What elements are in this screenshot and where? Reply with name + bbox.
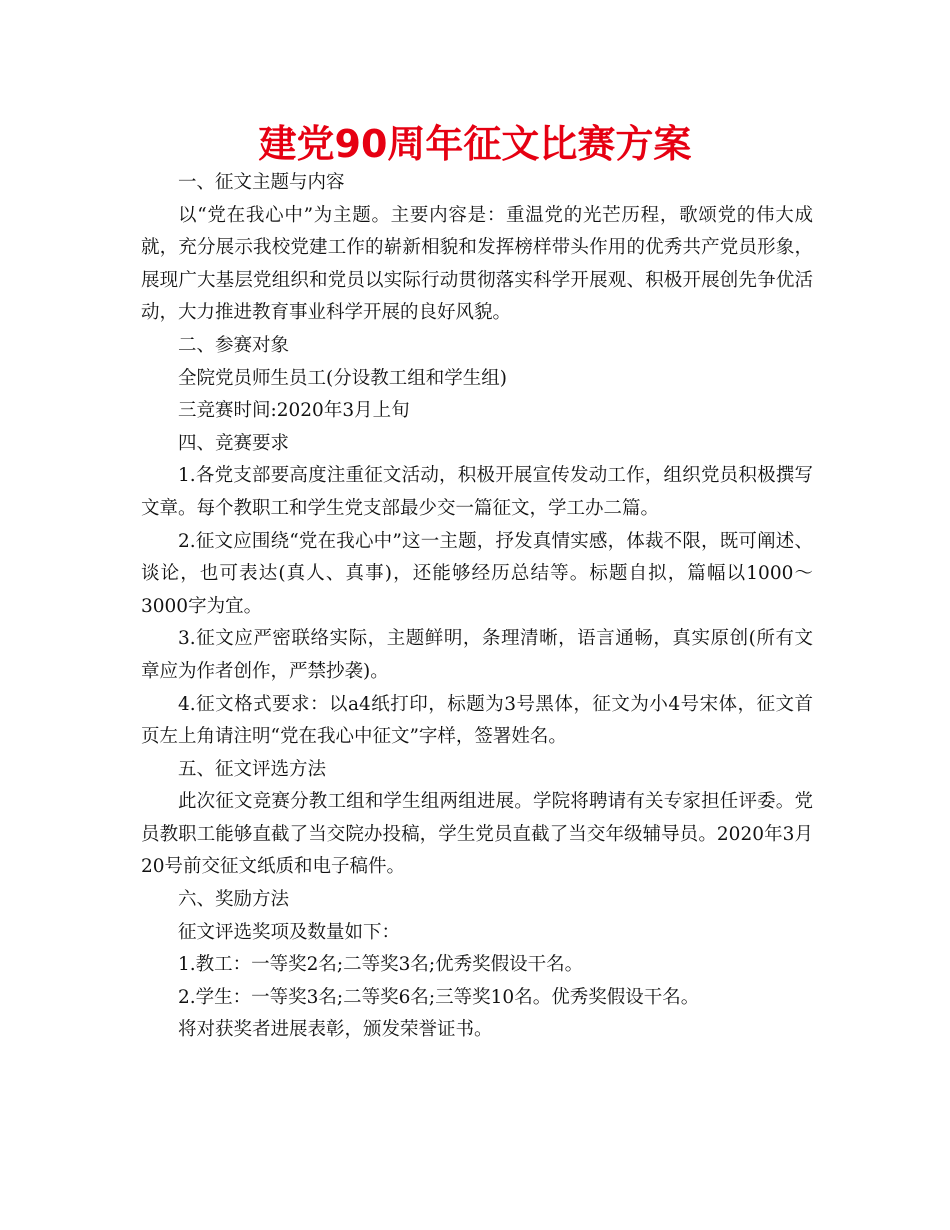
- section-heading-requirements: 四、竞赛要求: [178, 432, 290, 454]
- paragraph-awards-closing: 将对获奖者进展表彰，颁发荣誉证书。: [178, 1019, 493, 1041]
- paragraph-theme-content: 以“党在我心中”为主题。主要内容是：重温党的光芒历程，歌颂党的伟大成就，充分展示我校党建工作的崭新相貌和发挥榜样带头作用的优秀共产党员形象，展现广大基层党组织和党员以实际行动贯彻落实科学开展观、积极开展创先争优活动，大力推进教育事业科学开展的良好风貌。: [141, 204, 813, 324]
- requirement-item-3: 3.征文应严密联络实际，主题鲜明，条理清晰，语言通畅，真实原创(所有文章应为作者创作，严禁抄袭)。: [141, 628, 813, 682]
- section-heading-selection: 五、征文评选方法: [178, 758, 327, 780]
- paragraph-awards-intro: 征文评选奖项及数量如下：: [178, 921, 401, 943]
- document-title: 建党90周年征文比赛方案: [258, 122, 692, 166]
- requirement-item-1: 1.各党支部要高度注重征文活动，积极开展宣传发动工作，组织党员积极撰写文章。每个教职工和学生党支部最少交一篇征文，学工办二篇。: [141, 465, 813, 519]
- paragraph-selection: 此次征文竞赛分教工组和学生组两组进展。学院将聘请有关专家担任评委。党员教职工能够直截了当交院办投稿，学生党员直截了当交年级辅导员。2020年3月20号前交征文纸质和电子稿件。: [141, 791, 813, 878]
- section-heading-awards: 六、奖励方法: [178, 889, 290, 911]
- award-item-students: 2.学生：一等奖3名;二等奖6名;三等奖10名。优秀奖假设干名。: [178, 986, 700, 1008]
- section-heading-participants: 二、参赛对象: [178, 334, 290, 356]
- requirement-item-4: 4.征文格式要求：以a4纸打印，标题为3号黑体，征文为小4号宋体，征文首页左上角请注明“党在我心中征文”字样，签署姓名。: [141, 693, 813, 748]
- section-heading-theme: 一、征文主题与内容: [178, 172, 345, 193]
- document-body: [141, 167, 813, 1047]
- paragraph-participants: 全院党员师生员工(分设教工组和学生组): [178, 367, 507, 389]
- award-item-staff: 1.教工：一等奖2名;二等奖3名;优秀奖假设干名。: [178, 954, 584, 976]
- requirement-item-2: 2.征文应围绕“党在我心中”这一主题，抒发真情实感，体裁不限，既可阐述、谈论，也可表达(真人、真事)，还能够经历总结等。标题自拟，篇幅以1000～3000字为宜。: [141, 530, 813, 617]
- paragraph-competition-time: 三竞赛时间:2020年3月上旬: [178, 400, 410, 422]
